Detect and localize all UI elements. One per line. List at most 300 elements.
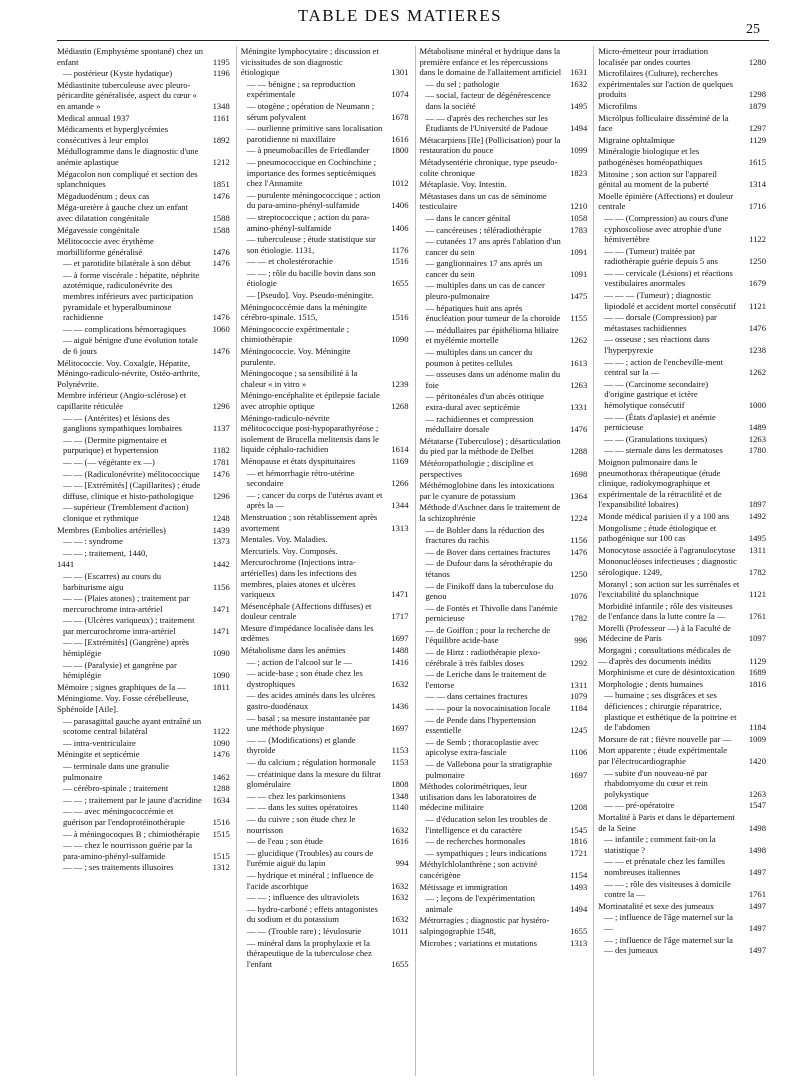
- index-entry-page: 1516: [391, 256, 409, 267]
- index-entry-page: 1155: [570, 313, 588, 324]
- index-entry-page: 1263: [570, 379, 588, 390]
- index-entry-text: Méthémoglobine dans les intoxications par le cyanure de potassium: [419, 480, 555, 501]
- index-entry: [420, 715, 588, 736]
- index-entry-text: Méthylchlolanthrène ; son activité cancérigène: [419, 859, 538, 880]
- index-entry-text: — — et cholestérorachie: [246, 256, 333, 267]
- index-entry: [598, 169, 766, 190]
- index-entry-page: 1655: [391, 958, 409, 969]
- index-entry-text: Médiastinite tuberculeuse avec pleuro-péricardite généralisée, aspect du cœur « en amande »: [57, 79, 197, 111]
- index-entry-page: 1079: [570, 691, 588, 702]
- index-entry-page: 1634: [212, 794, 230, 805]
- index-entry-page: 1897: [748, 499, 766, 510]
- index-entry: [420, 236, 588, 257]
- index-entry-page: 1879: [748, 100, 766, 111]
- index-entry-page: 1182: [212, 445, 230, 456]
- index-entry-text: Mélitococcie. Voy. Coxalgie, Hépatite, Méningo-radiculo-névrite, Ostéo-arthrite, Polynévrite.: [57, 357, 200, 389]
- index-entry-text: — des acides aminés dans les ulcères gastro-duodénaux: [246, 690, 376, 712]
- index-entry-text: Mentales. Voy. Maladies.: [240, 534, 328, 545]
- index-entry: [57, 637, 230, 658]
- index-entry-text: — — (— végétante ex —): [63, 456, 155, 467]
- index-entry-text: Moelle épinière (Affections) et douleur centrale: [598, 190, 734, 212]
- index-entry-page: 1655: [391, 278, 409, 289]
- index-entry: [420, 225, 588, 236]
- index-entry: [57, 593, 230, 614]
- index-entry: [241, 623, 409, 644]
- index-entry: [598, 101, 766, 112]
- index-entry-page: 1697: [391, 633, 409, 644]
- index-entry-text: — otogène ; opération de Neumann ; sérum polyvalent: [246, 100, 375, 122]
- index-entry: [57, 225, 230, 236]
- index-entry: [420, 414, 588, 435]
- index-entry-text: — aiguë bénigne d'une évolution totale de 6 jours: [63, 335, 198, 357]
- index-entry-text: Métastases dans un cas de séminome testiculaire: [419, 190, 547, 212]
- index-entry-page: 1476: [570, 546, 588, 557]
- index-entry: [598, 511, 766, 522]
- index-entry-page: 1697: [570, 769, 588, 780]
- index-entry-page: 1263: [748, 788, 766, 799]
- index-entry-text: — de Bohler dans la réduction des fractures du rachis: [425, 524, 545, 546]
- index-entry-text: — à forme viscérale : hépatite, néphrite azotémique, radiculonévrite des membres inférieurs avec participation pyramidale et hyperalbuminose rachidienne: [63, 269, 200, 323]
- index-entry: [57, 469, 230, 480]
- index-entry-page: 1250: [748, 256, 766, 267]
- index-entry-text: — ; leçons de l'expérimentation animale: [425, 893, 535, 914]
- index-entry-text: — — ; influence des ultraviolets: [246, 892, 360, 903]
- index-entry: [57, 716, 230, 737]
- index-entry-page: 1344: [391, 500, 409, 511]
- index-entry-page: 1892: [212, 134, 230, 145]
- index-entry-text: — hépatiques huit ans après énucléation pour tumeur de la choroïde: [425, 302, 561, 324]
- index-entry-text: — — pré-opératoire: [604, 800, 675, 811]
- index-entry: [241, 123, 409, 144]
- index-entry-text: Méningite et septicémie: [57, 749, 140, 760]
- index-entry: [598, 935, 766, 956]
- index-entry-text: Méningo-encéphalite et épilepsie faciale avec atrophie optique: [240, 390, 380, 411]
- index-entry-text: Morgagni ; consultations médicales de — d'après des documents inédits: [598, 645, 731, 666]
- index-entry-page: 1588: [212, 224, 230, 235]
- index-entry-text: — du calcium ; régulation hormonale: [246, 757, 376, 767]
- index-entry: [598, 545, 766, 556]
- index-entry: [241, 268, 409, 289]
- index-entry: [420, 436, 588, 457]
- index-entry-page: 1129: [749, 655, 766, 666]
- index-column-4: [593, 46, 770, 1076]
- index-entry-page: 1161: [212, 112, 230, 123]
- index-entry-page: 1153: [391, 745, 409, 756]
- index-entry: [57, 480, 230, 501]
- index-entry-text: Morelli (Professeur —) à la Faculté de Médecine de Paris: [598, 622, 731, 644]
- index-entry: [598, 912, 766, 933]
- index-entry-text: Minéralogie biologique et les pathogénèses homéopathiques: [598, 146, 703, 167]
- index-entry: [598, 812, 766, 833]
- index-entry: [598, 601, 766, 622]
- index-entry-page: 1012: [391, 178, 409, 189]
- index-entry-page: 1000: [748, 400, 766, 410]
- index-entry-text: — — ; traitement par le jaune d'acridine: [63, 794, 202, 805]
- index-entry-text: Moignon pulmonaire dans le pneumothorax thérapeutique (étude clinique, radiokymographique et expérimentale de la rétractilité et de l'expansibilité lobaires): [598, 456, 722, 510]
- index-entry: [420, 258, 588, 279]
- index-entry: [241, 870, 409, 891]
- index-entry-text: — intra-ventriculaire: [63, 737, 136, 748]
- index-entry: [57, 548, 230, 559]
- index-entry: [57, 202, 230, 223]
- index-entry: [598, 800, 766, 811]
- index-entry: [420, 458, 588, 479]
- index-entry-text: — — (Compression) au cours d'une cyphoscoliose avec atrophie d'une hémivertèbre: [604, 212, 729, 245]
- index-entry: [420, 781, 588, 813]
- index-entry-page: 1489: [748, 422, 766, 433]
- index-entry-page: 1632: [391, 892, 409, 903]
- index-entry-text: — — chez les parkinsoniens: [246, 790, 346, 801]
- index-entry-text: — social, facteur de dégénérescence dans la société: [425, 90, 551, 111]
- index-entry: [598, 379, 766, 411]
- index-entry: [598, 191, 766, 212]
- index-entry-text: — parasagittal gauche ayant entraîné un scotome central bilatéral: [63, 715, 202, 737]
- index-entry-text: Morsure de rat ; fièvre nouvelle par —: [598, 733, 732, 744]
- index-entry: [420, 581, 588, 602]
- index-entry-page: 1348: [391, 790, 409, 801]
- index-entry: [57, 169, 230, 190]
- index-entry: [57, 324, 230, 335]
- index-entry-text: Migraine ophtalmique: [598, 134, 675, 145]
- index-entry: [57, 435, 230, 456]
- page-number: 25: [746, 22, 760, 37]
- index-entry-page: 996: [574, 635, 588, 646]
- index-entry-page: 1476: [212, 749, 230, 760]
- index-entry-page: 1493: [570, 881, 588, 892]
- index-entry: [241, 836, 409, 847]
- index-entry: [598, 623, 766, 644]
- index-entry-page: 1296: [212, 401, 230, 411]
- index-entry-page: 1122: [212, 726, 230, 737]
- index-entry-page: 1298: [748, 89, 766, 100]
- index-entry: [241, 892, 409, 903]
- index-entry: [420, 669, 588, 690]
- index-entry: [598, 68, 766, 100]
- index-entry-text: — — (Ulcères variqueux) ; traitement par mercurochrome intra-artériel: [63, 615, 195, 636]
- index-entry-page: 1263: [748, 433, 766, 444]
- index-entry-text: — et hémorrhagie rétro-utérine secondaire: [246, 467, 355, 489]
- index-entry-text: — de Vallebona pour la stratigraphie pulmonaire: [425, 759, 553, 780]
- index-entry-page: 1311: [749, 544, 766, 555]
- index-entry: [241, 713, 409, 734]
- index-entry-text: — rachidiennes et compression médullaire dorsale: [425, 413, 534, 435]
- index-entry: [241, 814, 409, 835]
- index-entry-page: 1783: [570, 224, 588, 235]
- index-entry: [57, 502, 230, 523]
- index-entry-text: — — dans les suites opératoires: [246, 802, 358, 813]
- index-entry: [598, 46, 766, 67]
- index-entry: [241, 534, 409, 545]
- index-entry-page: 1616: [391, 133, 409, 144]
- index-entry-text: — — (Trouble rare) ; lévulosurie: [246, 925, 362, 936]
- index-entry: [420, 703, 588, 714]
- index-entry-page: 1851: [212, 179, 230, 190]
- index-entry-text: — hydro-carboné ; effets antagonistes du sodium et du potassium: [246, 903, 378, 925]
- index-entry-text: — ourlienne primitive sans localisation parotidienne ni maxillaire: [246, 123, 383, 144]
- index-entry: [598, 290, 766, 311]
- index-entry-page: 1471: [212, 625, 230, 636]
- index-entry-text: Méningococcie. Voy. Méningite purulente.: [240, 346, 351, 367]
- index-entry-page: 1122: [749, 234, 766, 245]
- index-entry-text: Micro-émetteur pour irradiation localisée par ondes courtes: [598, 46, 709, 67]
- index-entry-page: 1823: [570, 167, 588, 178]
- index-entry-text: — de Goiffon ; pour la recherche de l'équilibre acide-base: [425, 624, 551, 646]
- index-entry-text: — de Finikoff dans la tuberculose du genou: [425, 580, 554, 602]
- index-entry: [57, 113, 230, 124]
- index-entry-page: 1348: [212, 100, 230, 111]
- index-entry-page: 1090: [212, 648, 230, 659]
- index-entry: [241, 468, 409, 489]
- index-entry-text: — — sternale dans les dermatoses: [604, 445, 723, 456]
- index-entry: [598, 445, 766, 456]
- index-entry-text: — de Semb ; thoracoplastie avec apicolyse extra-fasciale: [425, 736, 539, 758]
- index-entry-page: 1296: [212, 490, 230, 501]
- index-entry-text: — [Pseudo]. Voy. Pseudo-méningite.: [246, 290, 374, 301]
- index-entry-page: 1176: [391, 244, 409, 255]
- index-entry-page: 1169: [391, 455, 409, 466]
- index-entry-page: 1314: [748, 179, 766, 190]
- index-entry-text: Métatarse (Tuberculose) ; désarticulation du pied par la méthode de Delbet: [419, 435, 561, 457]
- index-entry-text: Médiastin (Emphysème spontané) chez un enfant: [57, 46, 204, 67]
- index-entry-text: Médullogramme dans le diagnostic d'une anémie aplastique: [57, 146, 199, 167]
- index-entry: [241, 735, 409, 756]
- index-entry-text: Microbes ; variations et mutations: [419, 937, 537, 948]
- index-entry: [57, 862, 230, 873]
- index-entry: [241, 324, 409, 345]
- index-entry-page: 1009: [748, 733, 766, 744]
- index-entry-text: Mongolisme ; étude étiologique et pathogénique sur 100 cas: [598, 522, 717, 544]
- index-entry: [57, 693, 230, 714]
- index-entry-text: — multiples dans un cancer du poumon à petites cellules: [425, 347, 533, 368]
- index-entry-page: 1268: [391, 401, 409, 411]
- index-entry-page: 1099: [570, 145, 588, 156]
- index-entry: [241, 101, 409, 122]
- index-entry-page: 1373: [212, 536, 230, 547]
- index-entry: [241, 46, 409, 78]
- index-entry-text: Métissage et immigration: [419, 881, 508, 892]
- index-entry-text: — — ; ses traitements illusoires: [63, 862, 174, 873]
- index-entry-page: 1497: [748, 922, 766, 933]
- index-entry-text: — — (Granulations toxiques): [604, 433, 708, 444]
- index-entry-text: Membres (Embolies artérielles): [57, 524, 166, 535]
- index-entry-text: Monde médical parisien il y a 100 ans: [598, 510, 730, 521]
- index-entry: [241, 413, 409, 455]
- index-entry-text: — de Bover dans certaines fractures: [425, 546, 551, 557]
- index-entry: [241, 368, 409, 389]
- index-entry: [241, 346, 409, 367]
- index-entry-text: — — dorsale (Compression) par métastases rachidiennes: [604, 312, 717, 333]
- index-entry-text: — — dans certaines fractures: [425, 691, 528, 702]
- index-entry-page: 1137: [212, 423, 230, 434]
- index-entry-text: — — (Tumeur) traitée par radiothérapie guérie depuis 5 ans: [604, 245, 718, 267]
- index-entry-page: 1632: [391, 914, 409, 925]
- index-entry: [420, 625, 588, 646]
- index-entry-text: — postérieur (Kyste hydatique): [63, 68, 173, 79]
- index-entry: [241, 145, 409, 156]
- index-entry: [241, 802, 409, 813]
- index-entry-text: Méthode d'Aschner dans le traitement de la schizophrénie: [419, 502, 561, 523]
- index-entry-text: Mononucléoses infectieuses ; diagnostic sérologique. 1249,: [598, 556, 737, 577]
- index-entry-text: Mercuriels. Voy. Composés.: [240, 545, 338, 556]
- index-entry-text: Morphinisme et cure de désintoxication: [598, 667, 735, 678]
- index-entry-page: 1515: [212, 828, 230, 839]
- index-entry: [241, 79, 409, 100]
- index-entry: [241, 302, 409, 323]
- index-entry-text: — — (Carcinome secondaire) d'origine gastrique et ictère hémolytique consécutif: [604, 378, 709, 410]
- index-entry-page: 1613: [570, 357, 588, 368]
- index-entry: [420, 525, 588, 546]
- index-entry: [57, 191, 230, 202]
- index-entry-text: Météoropathologie ; discipline et perspectives: [419, 457, 534, 479]
- index-entry-page: 1476: [212, 190, 230, 201]
- index-entry-text: Méningiome. Voy. Fosse cérébelleuse, Sphénoïde [Aile].: [57, 693, 189, 715]
- index-entry-text: Méningococcémie dans la méningite cérébro-spinale. 1515,: [240, 301, 367, 323]
- index-entry-text: — — (Antérites) et lésions des ganglions sympathiques lombaires: [63, 412, 182, 434]
- index-entry: [420, 558, 588, 579]
- index-entry-text: — humaine ; ses disgrâces et ses déficiences ; chirurgie réparatrice, plastique et esthétique de la poitrine et de l'abdomen: [604, 690, 737, 733]
- index-entry: [241, 757, 409, 768]
- index-entry-page: 1476: [212, 346, 230, 357]
- index-column-3: [415, 46, 592, 1076]
- index-entry: [420, 737, 588, 758]
- index-entry: [57, 840, 230, 861]
- page-title: TABLE DES MATIERES: [297, 6, 503, 25]
- index-entry-page: 1416: [391, 656, 409, 667]
- index-entry-page: 1679: [748, 278, 766, 289]
- index-entry-page: 1495: [748, 533, 766, 544]
- index-entry-text: — péritonéales d'un abcès otitique extra-dural avec septicémie: [425, 391, 544, 412]
- index-entry-text: — subite d'un nouveau-né par rhabdomyome du cœur et rein polykystique: [604, 767, 708, 799]
- index-entry-text: Métabolisme dans les anémies: [240, 645, 346, 656]
- index-entry: [57, 738, 230, 749]
- index-entry-page: 1238: [748, 345, 766, 356]
- index-entry-text: — de Dufour dans la sérothérapie du tétanos: [425, 558, 553, 579]
- index-entry-page: 1497: [748, 900, 766, 911]
- index-entry-page: 1208: [570, 802, 588, 813]
- index-entry-page: 1248: [212, 512, 230, 523]
- index-entry-text: — terminale dans une granulie pulmonaire: [63, 761, 169, 782]
- index-entry-page: 1631: [570, 67, 588, 78]
- index-entry: [57, 236, 230, 257]
- index-entry-text: — glucidique (Troubles) au cours de l'urémie aiguë du lapin: [246, 847, 374, 869]
- index-entry-text: — de Leriche dans le traitement de l'entorse: [425, 669, 547, 690]
- index-entry-page: 1498: [748, 844, 766, 855]
- index-entry-text: — de Fontès et Thivolle dans l'anémie pernicieuse: [425, 602, 558, 624]
- index-entry: [598, 246, 766, 267]
- index-entry: [241, 904, 409, 925]
- index-entry-text: — minéral dans la prophylaxie et la thérapeutique de la tuberculose chez l'enfant: [246, 937, 372, 969]
- index-entry-page: 1250: [570, 568, 588, 579]
- index-entry: [241, 791, 409, 802]
- index-entry-text: — dans le cancer génital: [425, 212, 511, 223]
- index-entry: [598, 146, 766, 167]
- index-entry-text: Microfilaires (Culture), recherches expérimentales sur l'action de quelques produits: [598, 68, 733, 100]
- index-entry: [598, 679, 766, 690]
- index-entry-page: 1280: [748, 56, 766, 67]
- index-entry-text: Medical annual 1937: [57, 112, 130, 123]
- index-entry-text: — — chez le nourrisson guérie par la para-amino-phényl-sulfamide: [63, 840, 193, 861]
- index-entry-text: Méningo-radiculo-névrite mélitococcique post-hypoparathyréose ; isolement de Brucella melitensis dans le liquide céphalo-rachidien: [240, 412, 379, 455]
- index-entry-page: 1721: [570, 847, 588, 858]
- index-entry-page: 1288: [212, 783, 230, 794]
- index-entry: [598, 579, 766, 600]
- index-entry-text: — — d'après des recherches sur les Étudiants de l'Université de Padoue: [425, 112, 548, 134]
- index-entry-text: — ganglionnaires 17 ans après un cancer du sein: [425, 258, 543, 279]
- index-entry: [57, 615, 230, 636]
- index-entry-text: Ménopause et états dyspituitaires: [240, 455, 356, 466]
- index-entry: [241, 645, 409, 656]
- index-entry: [57, 536, 230, 547]
- index-entry: [420, 915, 588, 936]
- index-entry: [57, 571, 230, 592]
- index-entry-text: — — avec méningococcémie et guérison par l'endoprotéinothérapie: [63, 806, 185, 827]
- index-entry-text: — infantile ; comment fait-on la statistique ?: [604, 834, 716, 855]
- index-entry: [57, 46, 230, 67]
- index-entry-text: — créatinique dans la mesure du filtrat glomérulaire: [246, 768, 381, 790]
- index-entry-page: 1632: [391, 678, 409, 689]
- index-entry: [57, 146, 230, 167]
- index-entry: [598, 334, 766, 355]
- index-entry: [598, 645, 766, 666]
- index-entry-text: Microfilms: [598, 100, 637, 111]
- index-entry-page: 1545: [570, 824, 588, 835]
- index-entry-page: 1475: [570, 291, 588, 302]
- index-entry-page: 1497: [748, 945, 766, 956]
- index-entry: [57, 806, 230, 827]
- index-entry-page: 1781: [212, 456, 230, 467]
- index-entry-page: 1476: [212, 312, 230, 323]
- header-rule: [57, 40, 769, 41]
- index-entry: [598, 213, 766, 245]
- index-entry: [241, 546, 409, 557]
- index-entry: [57, 413, 230, 434]
- index-entry: [598, 745, 766, 766]
- index-entry: [57, 358, 230, 390]
- index-entry-page: 1698: [570, 468, 588, 479]
- index-entry: [420, 836, 588, 847]
- index-entry-text: — — (États d'aplasie) et anémie pernicieuse: [604, 411, 716, 433]
- index-entry-page: 1262: [570, 335, 588, 346]
- index-entry: [420, 113, 588, 134]
- index-entry: [598, 113, 766, 134]
- index-entry: [57, 270, 230, 323]
- index-entry-page: 1420: [748, 756, 766, 766]
- index-entry: [598, 556, 766, 577]
- index-entry-page: 1488: [391, 645, 409, 656]
- index-entry: [420, 502, 588, 523]
- index-entry: [598, 434, 766, 445]
- index-entry: [241, 769, 409, 790]
- index-entry-text: Mort apparente ; étude expérimentale par l'électrocardiographie: [598, 745, 728, 766]
- index-entry-page: 1090: [212, 670, 230, 681]
- index-entry-page: 1292: [570, 657, 588, 668]
- index-entry-page: 1632: [391, 824, 409, 835]
- index-entry-page: 1476: [212, 246, 230, 257]
- index-entry-page: 994: [395, 858, 409, 869]
- index-entry: [57, 559, 230, 570]
- index-entry-text: — — et prénatale chez les familles nombreuses italiennes: [604, 856, 725, 877]
- index-entry-page: 1097: [748, 633, 766, 644]
- index-entry-text: Méningocoque ; sa sensibilité à la chaleur « in vitro »: [240, 368, 358, 389]
- index-entry-text: — hydrique et minéral ; influence de l'acide ascorbique: [246, 869, 374, 891]
- index-entry-page: 1655: [570, 925, 588, 936]
- index-entry-page: 1436: [391, 701, 409, 712]
- index-entry-text: Membre inférieur (Angio-sclérose) et capillarite réticulée: [57, 390, 187, 411]
- index-entry-page: 1816: [570, 836, 588, 847]
- index-entry-text: — — [Extrémités] (Gangrène) après hémiplégie: [63, 637, 189, 659]
- index-entry: [241, 926, 409, 937]
- index-entry-text: — — pour la novocainisation locale: [425, 703, 551, 714]
